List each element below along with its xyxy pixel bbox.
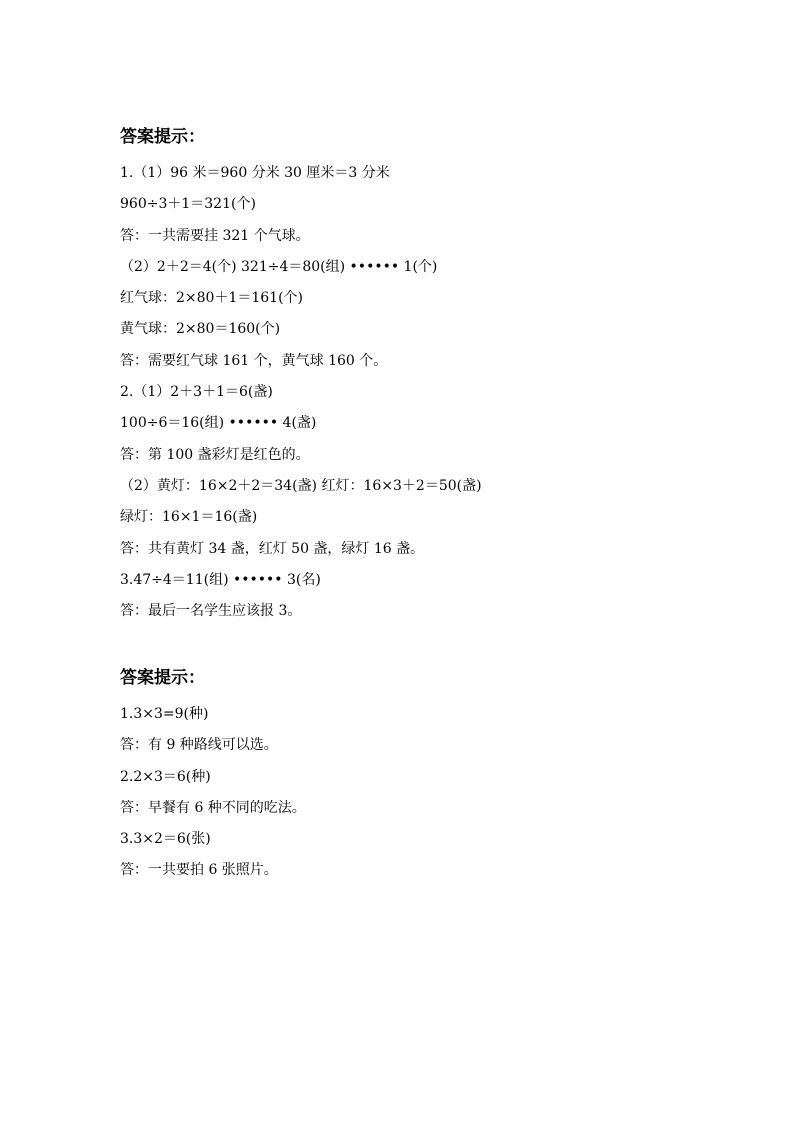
answer-line: 1.（1）96 米＝960 分米 30 厘米＝3 分米 (120, 165, 390, 181)
answer-line: 答：最后一名学生应该报 3。 (120, 603, 302, 620)
section-heading: 答案提示： (120, 127, 205, 147)
answer-line: 2.2×3＝6(种) (120, 768, 211, 785)
answer-section-2 (120, 667, 720, 887)
answer-line: 绿灯：16×1＝16(盏) (120, 509, 258, 526)
section-heading: 答案提示： (120, 668, 205, 688)
answer-line: 答：第 100 盏彩灯是红色的。 (120, 446, 310, 463)
answer-line: 2.（1）2＋3＋1＝6(盏) (120, 384, 273, 401)
answer-line: 3.47÷4＝11(组) •••••• 3(名) (120, 571, 321, 588)
answer-section-1 (120, 126, 720, 627)
answer-line: 答：需要红气球 161 个，黄气球 160 个。 (120, 352, 388, 369)
answer-line: 1.3×3=9(种) (120, 706, 209, 722)
answer-line: （2）黄灯：16×2＋2＝34(盏) 红灯：16×3＋2＝50(盏) (120, 477, 482, 494)
answer-line: 答：共有黄灯 34 盏，红灯 50 盏，绿灯 16 盏。 (120, 540, 425, 557)
answer-line: 红气球：2×80＋1＝161(个) (120, 290, 304, 307)
answer-line: 黄气球：2×80＝160(个) (120, 321, 281, 338)
answer-line: 答：一共需要挂 321 个气球。 (120, 227, 310, 244)
answer-line: 答：早餐有 6 种不同的吃法。 (120, 799, 306, 816)
answer-line: 答：有 9 种路线可以选。 (120, 737, 278, 754)
answer-line: （2）2＋2＝4(个) 321÷4＝80(组) •••••• 1(个) (120, 258, 438, 275)
answer-line: 960÷3＋1＝321(个) (120, 196, 256, 213)
answer-line: 答：一共要拍 6 张照片。 (120, 862, 278, 879)
answer-line: 100÷6＝16(组) •••••• 4(盏) (120, 415, 317, 432)
answer-line: 3.3×2＝6(张) (120, 831, 211, 848)
